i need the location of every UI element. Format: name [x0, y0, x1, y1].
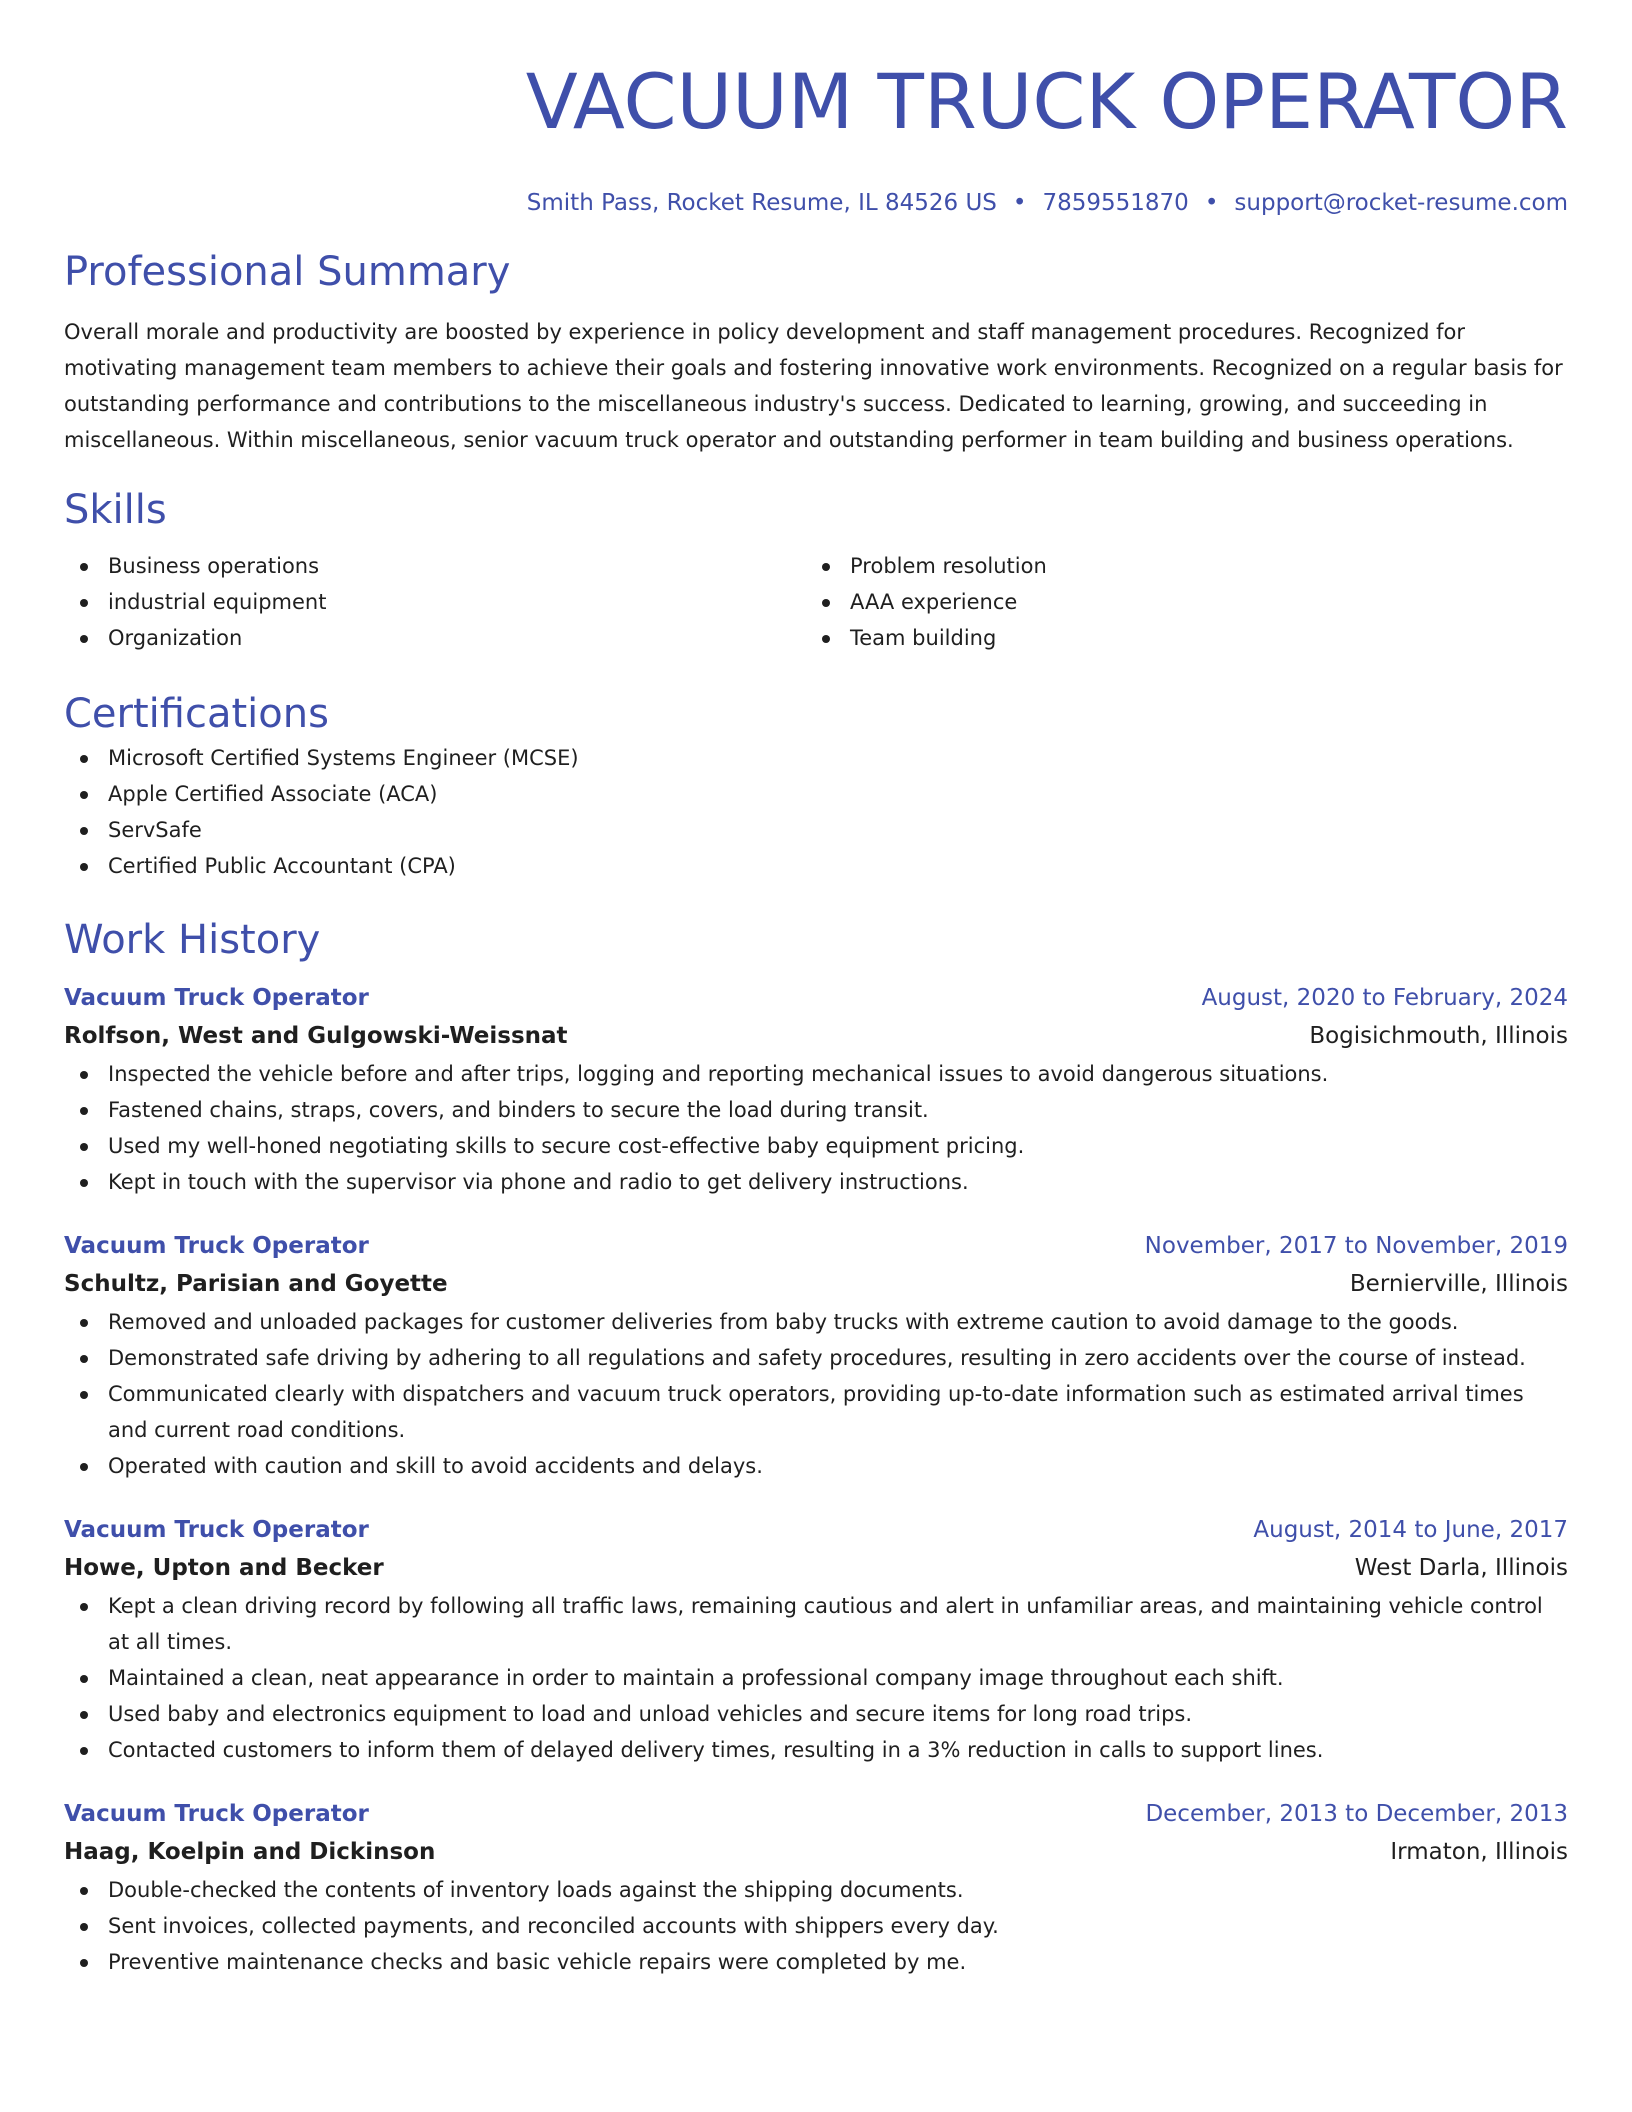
skill-item: Organization [64, 620, 806, 656]
contact-line [64, 188, 1568, 218]
certification-item: Apple Certified Associate (ACA) [64, 776, 1568, 812]
skills-column-right [806, 548, 1548, 656]
job-dates: August, 2014 to June, 2017 [1253, 1517, 1568, 1543]
job-title: Vacuum Truck Operator [64, 1801, 369, 1827]
contact-email[interactable]: support@rocket-resume.com [1234, 190, 1568, 216]
job-duties-list [64, 1588, 1568, 1768]
candidate-name: VACUUM TRUCK OPERATOR [525, 57, 1568, 146]
job-entry [64, 980, 1568, 1200]
certification-item: Microsoft Certified Systems Engineer (MCSE) [64, 740, 1568, 776]
job-location: Irmaton, Illinois [1390, 1839, 1568, 1865]
job-company-row [64, 1832, 1568, 1872]
job-duty: Kept a clean driving record by following all traffic laws, remaining cautious and alert in unfamiliar areas, and maintaining vehicle control at all times. [64, 1588, 1568, 1660]
certifications-list [64, 740, 1568, 884]
job-dates: August, 2020 to February, 2024 [1201, 985, 1568, 1011]
job-title-row [64, 1512, 1568, 1548]
skill-item: Problem resolution [806, 548, 1548, 584]
job-entry [64, 1228, 1568, 1484]
job-duty: Demonstrated safe driving by adhering to all regulations and safety procedures, resulting in zero accidents over the course of instead. [64, 1340, 1568, 1376]
job-company: Schultz, Parisian and Goyette [64, 1271, 448, 1297]
job-duty: Sent invoices, collected payments, and reconciled accounts with shippers every day. [64, 1908, 1568, 1944]
job-dates: November, 2017 to November, 2019 [1144, 1233, 1568, 1259]
skills-heading: Skills [64, 487, 167, 533]
job-location: Bogisichmouth, Illinois [1309, 1023, 1568, 1049]
job-company: Howe, Upton and Becker [64, 1555, 384, 1581]
job-title: Vacuum Truck Operator [64, 1517, 369, 1543]
job-duty: Preventive maintenance checks and basic vehicle repairs were completed by me. [64, 1944, 1568, 1980]
skill-item: AAA experience [806, 584, 1548, 620]
work-history-heading: Work History [64, 917, 321, 963]
certification-item: ServSafe [64, 812, 1568, 848]
job-location: West Darla, Illinois [1354, 1555, 1568, 1581]
job-duty: Used baby and electronics equipment to load and unload vehicles and secure items for long road trips. [64, 1696, 1568, 1732]
job-duty: Contacted customers to inform them of delayed delivery times, resulting in a 3% reduction in calls to support lines. [64, 1732, 1568, 1768]
job-dates: December, 2013 to December, 2013 [1145, 1801, 1568, 1827]
job-duty: Fastened chains, straps, covers, and binders to secure the load during transit. [64, 1092, 1568, 1128]
skill-item: Business operations [64, 548, 806, 584]
skills-grid [64, 548, 1568, 656]
resume-page [64, 0, 1568, 2112]
job-duties-list [64, 1304, 1568, 1484]
job-company-row [64, 1016, 1568, 1056]
job-duty: Used my well-honed negotiating skills to secure cost-effective baby equipment pricing. [64, 1128, 1568, 1164]
job-location: Bernierville, Illinois [1349, 1271, 1568, 1297]
job-entry [64, 1796, 1568, 1980]
job-duty: Operated with caution and skill to avoid accidents and delays. [64, 1448, 1568, 1484]
contact-address: Smith Pass, Rocket Resume, IL 84526 US [526, 190, 997, 216]
job-company: Rolfson, West and Gulgowski-Weissnat [64, 1023, 568, 1049]
skills-column-left [64, 548, 806, 656]
certifications-heading: Certifications [64, 691, 329, 737]
skill-item: industrial equipment [64, 584, 806, 620]
skills-list-left [64, 548, 806, 656]
contact-phone[interactable]: 7859551870 [1042, 190, 1189, 216]
summary-text: Overall morale and productivity are boosted by experience in policy development and staff management procedures. Recognized for motivating management team members to achieve their goals and fostering innovative work environments. Recognized on a regular basis for outstanding performance and contributions to the miscellaneous industry's success. Dedicated to learning, growing, and succeeding in miscellaneous. Within miscellaneous, senior vacuum truck operator and outstanding performer in team building and business operations. [64, 320, 1563, 452]
skill-item: Team building [806, 620, 1548, 656]
job-company-row [64, 1548, 1568, 1588]
job-duty: Inspected the vehicle before and after trips, logging and reporting mechanical issues to avoid dangerous situations. [64, 1056, 1568, 1092]
job-company: Haag, Koelpin and Dickinson [64, 1839, 436, 1865]
job-duty: Removed and unloaded packages for customer deliveries from baby trucks with extreme caution to avoid damage to the goods. [64, 1304, 1568, 1340]
job-duties-list [64, 1872, 1568, 1980]
job-title: Vacuum Truck Operator [64, 985, 369, 1011]
contact-separator: • [1204, 190, 1219, 216]
job-title-row [64, 1796, 1568, 1832]
job-duties-list [64, 1056, 1568, 1200]
resume-header [64, 0, 1568, 218]
contact-separator: • [1012, 190, 1027, 216]
job-duty: Maintained a clean, neat appearance in order to maintain a professional company image throughout each shift. [64, 1660, 1568, 1696]
summary-heading: Professional Summary [64, 249, 511, 295]
certification-item: Certified Public Accountant (CPA) [64, 848, 1568, 884]
job-title-row [64, 980, 1568, 1016]
job-duty: Communicated clearly with dispatchers and vacuum truck operators, providing up-to-date information such as estimated arrival times and current road conditions. [64, 1376, 1568, 1448]
job-duty: Kept in touch with the supervisor via phone and radio to get delivery instructions. [64, 1164, 1568, 1200]
job-entry [64, 1512, 1568, 1768]
job-duty: Double-checked the contents of inventory loads against the shipping documents. [64, 1872, 1568, 1908]
job-company-row [64, 1264, 1568, 1304]
skills-list-right [806, 548, 1548, 656]
job-title-row [64, 1228, 1568, 1264]
job-title: Vacuum Truck Operator [64, 1233, 369, 1259]
